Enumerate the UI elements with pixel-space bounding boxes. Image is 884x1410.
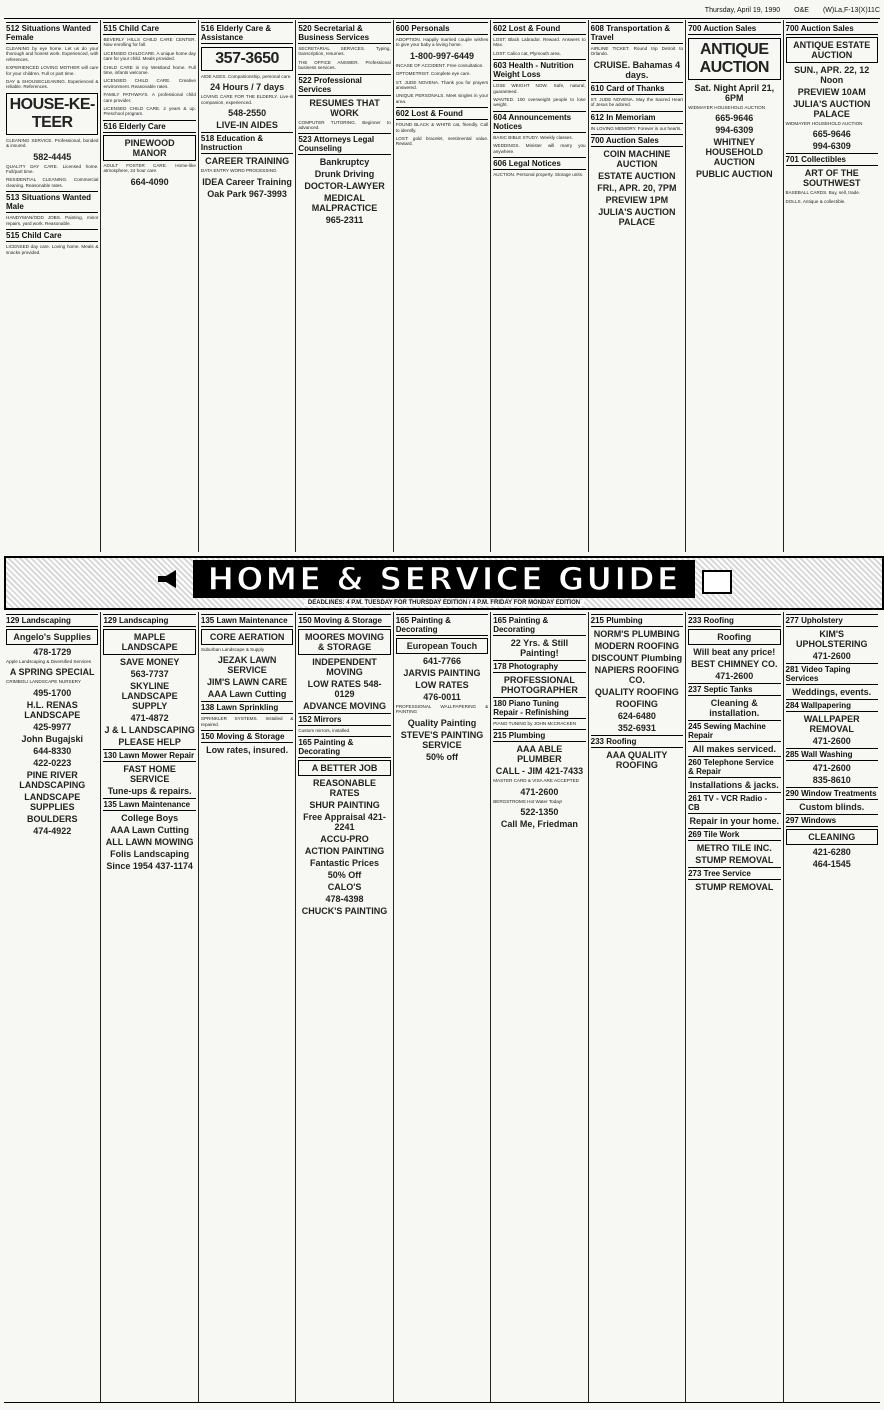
classified-ad: CHUCK'S PAINTING — [301, 906, 388, 917]
footer-rule — [4, 1402, 880, 1403]
classified-ad: UNIQUE PERSONALS. Meet singles in your area. — [395, 93, 489, 104]
display-ad-title: Roofing — [688, 629, 780, 645]
classified-ad: LOST: gold bracelet, sentimental value. Reward. — [395, 136, 489, 147]
header-code: (W)La,F-13(X)11C — [822, 6, 880, 14]
classified-ad: Custom mirrors, installed. — [298, 728, 351, 733]
section-heading: 700 Auction Sales — [786, 22, 878, 35]
section-heading: 138 Lawn Sprinkling — [201, 701, 293, 714]
classified-ad: HANDYMAN/ODD JOBS. Painting, minor repairs, yard work. Reasonable. — [6, 215, 99, 226]
classified-ad: 644-8330 — [33, 745, 72, 756]
top-column — [686, 20, 783, 552]
display-ad-headline: HOUSE-KE-TEER — [6, 93, 98, 135]
display-ad-title: MOORES MOVING & STORAGE — [298, 629, 390, 655]
section-heading: 518 Education & Instruction — [201, 132, 293, 154]
classified-ad: 641-7766 — [422, 656, 461, 666]
section-heading: 523 Attorneys Legal Counseling — [298, 133, 390, 155]
classified-ad: PROFESSIONAL WALLPAPERING & PAINTING — [395, 704, 489, 715]
classified-ad: SUN., APR. 22, 12 Noon — [794, 65, 870, 85]
header-paper: O&E — [794, 6, 809, 14]
classified-ad: 471-2600 — [812, 736, 851, 746]
classified-ad: Weddings, events. — [792, 687, 872, 697]
top-column — [784, 20, 880, 552]
classified-ad: BOULDERS — [26, 813, 78, 824]
classified-ad: CALO'S — [327, 882, 362, 893]
classified-ad: 464-1545 — [812, 859, 851, 869]
classified-ad: AAA QUALITY ROOFING — [606, 750, 668, 770]
classified-ad: Fantastic Prices — [310, 858, 380, 869]
classified-ad: METRO TILE INC. — [696, 843, 772, 853]
section-heading: 700 Auction Sales — [591, 134, 683, 147]
classified-ad: ACCU-PRO — [320, 834, 369, 845]
section-heading: 150 Moving & Storage — [298, 614, 390, 627]
classified-ad: Low rates, insured. — [206, 745, 289, 756]
classified-ad: 422-0223 — [33, 757, 72, 768]
section-heading: 245 Sewing Machine Repair — [688, 720, 780, 742]
classified-ad: 22 Yrs. & Still Painting! — [510, 638, 569, 658]
section-heading: 261 TV - VCR Radio - CB — [688, 792, 780, 814]
top-column — [296, 20, 393, 552]
classified-ad: BERGSTROMS Hot Water Today! — [493, 798, 563, 804]
classified-ad: SPRINKLER SYSTEMS. Installed & repaired. — [200, 716, 294, 727]
section-heading: 515 Child Care — [6, 229, 98, 242]
classified-ad: WHITNEY HOUSEHOLD AUCTION — [705, 137, 764, 168]
classified-ad: AAA Lawn Cutting — [110, 825, 189, 835]
bottom-column — [4, 612, 101, 1402]
header-date: Thursday, April 19, 1990 — [704, 6, 781, 14]
classified-ad: AUCTION. Personal property. Storage units. — [493, 172, 584, 178]
classified-ad: DATA ENTRY WORD PROCESSING — [200, 168, 277, 174]
page-header — [4, 2, 880, 19]
classified-ad: 474-4922 — [33, 825, 72, 836]
display-ad-title: CLEANING — [786, 829, 878, 845]
section-heading: 600 Personals — [396, 22, 488, 35]
classified-ad: LOW RATES — [415, 680, 469, 690]
classified-ad: Tune-ups & repairs. — [107, 786, 192, 796]
classified-ad: STEVE'S PAINTING SERVICE — [400, 729, 484, 750]
classified-ad: 425-9977 — [33, 721, 72, 732]
section-heading: 608 Transportation & Travel — [591, 22, 683, 44]
classified-ad: 624-6480 — [617, 711, 656, 721]
top-column — [101, 20, 198, 552]
classified-ad: Suburban Landscape & Supply — [200, 647, 265, 652]
display-ad-title: Angelo's Supplies — [6, 629, 98, 645]
classified-ad: A SPRING SPECIAL — [9, 667, 95, 678]
section-heading: 512 Situations Wanted Female — [6, 22, 98, 44]
bottom-column — [101, 612, 198, 1402]
section-heading: 215 Plumbing — [493, 729, 585, 742]
section-heading: 150 Moving & Storage — [201, 730, 293, 743]
classified-ad: PLEASE HELP — [118, 737, 181, 747]
classified-ad: 471-2600 — [715, 671, 754, 681]
home-service-guide-banner — [4, 556, 884, 610]
classified-ad: Repair in your home. — [689, 816, 780, 826]
classified-ad: INCASE OF ACCIDENT. Free consultation. — [395, 62, 484, 68]
section-heading: 516 Elderly Care — [103, 120, 195, 133]
section-heading: 602 Lost & Found — [493, 22, 585, 35]
classified-ad: EXPERIENCED LOVING MOTHER will care for your children. Full or part time. — [6, 65, 99, 76]
section-heading: 178 Photography — [493, 660, 585, 673]
classified-ad: 582-4445 — [33, 151, 72, 162]
classified-ad: 522-1350 — [520, 807, 559, 818]
classified-ad: H.L. RENAS LANDSCAPE — [24, 699, 81, 720]
classified-ad: BASEBALL CARDS. Buy, sell, trade. — [785, 190, 861, 196]
section-heading: 135 Lawn Maintenance — [201, 614, 293, 627]
section-heading: 700 Auction Sales — [688, 22, 780, 35]
classified-ad: IN LOVING MEMORY. Forever in our hearts. — [590, 125, 682, 131]
classified-ad: CRUISE. Bahamas 4 days. — [593, 59, 681, 80]
classified-ad: MODERN ROOFING — [594, 641, 680, 651]
classified-ad: LANDSCAPE SUPPLIES — [24, 791, 81, 812]
section-heading: 516 Elderly Care & Assistance — [201, 22, 293, 44]
classified-ad: BEVERLY HILLS CHILD CARE CENTER. Now enrolling for fall. — [103, 37, 196, 48]
section-heading: 277 Upholstery — [786, 614, 878, 627]
section-heading: 522 Professional Services — [298, 74, 390, 96]
section-heading: 165 Painting & Decorating — [298, 736, 390, 758]
classified-ad: JULIA'S AUCTION PALACE — [598, 207, 676, 228]
classified-ad: Custom blinds. — [799, 802, 865, 812]
display-ad-headline: 357-3650 — [201, 47, 293, 71]
section-heading: 612 In Memoriam — [591, 111, 683, 124]
classified-ad: 478-4398 — [325, 894, 364, 905]
classified-ad: ROOFING — [615, 699, 658, 709]
classified-ad: Bankruptcy — [319, 157, 370, 168]
classified-ad: SHUR PAINTING — [309, 800, 380, 811]
classified-ad: 1-800-997-6449 — [409, 50, 474, 61]
classified-ad: JULIA'S AUCTION PALACE — [793, 99, 871, 119]
section-heading: 237 Septic Tanks — [688, 683, 780, 696]
classified-ad: OPTOMETRIST. Complete eye care. — [395, 71, 471, 77]
classified-ad: ALL LAWN MOWING — [105, 837, 194, 847]
section-heading: 701 Collectibles — [786, 153, 878, 166]
classified-ad: ACTION PAINTING — [304, 846, 385, 857]
classified-ad: PIANO TUNING by JOHN McCRACKEN — [493, 721, 577, 726]
top-column — [394, 20, 491, 552]
classified-ad: SAVE MONEY — [119, 657, 180, 667]
classified-ad: CLEANING by eye home. Let us do your thorough and honest work. Experienced, with references. — [6, 46, 99, 62]
bottom-column — [296, 612, 393, 1402]
classified-ad: 352-6931 — [617, 723, 656, 733]
section-heading: 610 Card of Thanks — [591, 82, 683, 95]
classified-ad: WALLPAPER REMOVAL — [803, 714, 860, 734]
classified-ad: ST. JUDE NOVENA. Thank you for prayers answered. — [395, 79, 489, 91]
section-heading: 269 Tile Work — [688, 828, 780, 841]
classified-ad: FAST HOME SERVICE — [123, 764, 176, 784]
section-heading: 513 Situations Wanted Male — [6, 191, 98, 213]
display-ad-title: MAPLE LANDSCAPE — [103, 629, 195, 655]
classified-ad: 548-2550 — [228, 108, 267, 119]
classified-ad: MEDICAL MALPRACTICE — [311, 193, 378, 214]
classified-ad: NORM'S PLUMBING — [593, 629, 680, 639]
classified-ad: COIN MACHINE AUCTION — [603, 149, 671, 170]
section-heading: 297 Windows — [786, 814, 878, 827]
classified-ad: JARVIS PAINTING — [403, 668, 481, 678]
classified-ad: Quality Painting — [407, 717, 477, 728]
classified-ad: LIVE-IN AIDES — [216, 120, 278, 131]
classified-ad: PREVIEW 10AM — [797, 87, 866, 97]
classified-ad: QUALITY DAY CARE. Licensed home. Full/part time. — [6, 163, 99, 175]
classified-ad: WIDMAYER HOUSEHOLD AUCTION — [688, 105, 766, 110]
classified-ad: WIDMAYER HOUSEHOLD AUCTION — [785, 121, 863, 126]
classified-ad: Cleaning & installation. — [709, 698, 760, 718]
classified-ad: DAY & SHOUSECLEANING. Experienced & reliable. References. — [6, 79, 99, 90]
section-heading: 260 Telephone Service & Repair — [688, 756, 780, 778]
banner-title: HOME & SERVICE GUIDE — [193, 560, 694, 598]
classified-ad: FRI., APR. 20, 7PM — [597, 183, 677, 194]
top-classified-columns — [4, 20, 880, 552]
section-heading: 215 Plumbing — [591, 614, 683, 627]
classified-ad: WEDDINGS. Minister will marry you anywhere. — [493, 143, 586, 154]
classified-ad: SECRETARIAL SERVICES. Typing, transcription, resumes. — [298, 46, 391, 57]
classified-ad: BASIC BIBLE STUDY. Weekly classes. — [493, 134, 573, 140]
section-heading: 281 Video Taping Services — [786, 663, 878, 685]
section-heading: 233 Roofing — [591, 735, 683, 748]
classified-ad: PROFESSIONAL PHOTOGRAPHER — [500, 675, 578, 695]
tv-icon — [702, 570, 732, 594]
classified-ad: KIM'S UPHOLSTERING — [795, 629, 868, 649]
banner-subtitle: DEADLINES: 4 P.M. TUESDAY FOR THURSDAY EDITION / 4 P.M. FRIDAY FOR MONDAY EDITION — [304, 600, 584, 606]
section-heading: 273 Tree Service — [688, 867, 780, 880]
classified-ad: 421-6280 — [812, 847, 851, 857]
top-column — [4, 20, 101, 552]
classified-ad: LOST: Black Labrador. Reward. Answers to Max. — [493, 37, 586, 48]
bottom-column — [784, 612, 880, 1402]
classified-ad: LOW RATES 548-0129 — [307, 679, 382, 699]
classified-ad: Installations & jacks. — [689, 780, 779, 790]
section-heading: 604 Announcements Notices — [493, 111, 585, 133]
classified-ad: 471-4872 — [130, 713, 169, 723]
classified-ad: STUMP REMOVAL — [695, 855, 774, 865]
classified-ad: Oak Park 967-3993 — [207, 188, 287, 199]
classified-ad: All makes serviced. — [692, 744, 777, 754]
bottom-column — [199, 612, 296, 1402]
classified-ad: 471-2600 — [812, 651, 851, 661]
section-heading: 135 Lawn Maintenance — [103, 798, 195, 811]
section-heading: 233 Roofing — [688, 614, 780, 627]
classified-ad: 835-8610 — [812, 775, 851, 785]
classified-ad: LOVING CARE FOR THE ELDERLY. Live-in companion, experienced. — [200, 94, 294, 105]
display-ad-title: A BETTER JOB — [298, 760, 390, 776]
classified-ad: SKYLINE LANDSCAPE SUPPLY — [121, 681, 178, 711]
section-heading: 129 Landscaping — [6, 614, 98, 627]
classified-ad: AIRLINE TICKET. Round trip Detroit to Orlando. — [590, 46, 684, 57]
classified-ad: ESTATE AUCTION — [598, 171, 676, 182]
classified-ad: COMPUTER TUTORING. Beginner to advanced. — [298, 119, 391, 131]
classified-ad: 994-6309 — [812, 141, 851, 152]
display-ad-title: European Touch — [396, 638, 488, 654]
classified-ad: 965-2311 — [325, 215, 364, 226]
classified-ad: INDEPENDENT MOVING — [312, 657, 377, 677]
classified-ad: DOCTOR-LAWYER — [304, 181, 385, 192]
bottom-service-columns — [4, 612, 880, 1402]
classified-ad: 50% Off — [327, 870, 362, 881]
classified-ad: 665-9646 — [715, 113, 754, 124]
classified-ad: Will beat any price! — [693, 647, 776, 657]
classified-ad: 563-7737 — [130, 669, 169, 679]
classified-ad: ST. JUDE NOVENA. May the Sacred Heart of Jesus be adored. — [590, 96, 684, 108]
bottom-column — [589, 612, 686, 1402]
classified-ad: PUBLIC AUCTION — [695, 169, 773, 180]
classified-ad: 476-0011 — [423, 692, 461, 702]
section-heading: 129 Landscaping — [103, 614, 195, 627]
classified-ad: CAREER TRAINING — [205, 156, 290, 167]
classified-ad: AAA Lawn Cutting — [207, 689, 287, 700]
classified-ad: AAA ABLE PLUMBER — [516, 744, 563, 765]
classified-ad: CALL - JIM 421-7433 — [495, 766, 584, 777]
display-ad-headline: ANTIQUE AUCTION — [688, 38, 780, 80]
classified-ad: BEST CHIMNEY CO. — [691, 659, 778, 669]
section-heading: 515 Child Care — [103, 22, 195, 35]
classified-ad: ADULT FOSTER CARE. Home-like atmosphere, 24 hour care. — [103, 162, 196, 174]
section-heading: 180 Piano Tuning Repair - Refinishing — [493, 697, 585, 719]
classified-ad: Apple Landscaping & Diversified Services — [6, 659, 92, 664]
classified-ad: LOSE WEIGHT NOW. Safe, natural, guaranteed. — [493, 83, 586, 94]
classified-ad: College Boys — [121, 813, 179, 823]
section-heading: 290 Window Treatments — [785, 789, 877, 798]
classified-ad: 50% off — [425, 751, 458, 762]
classified-ad: LOST: Calico cat, Plymouth area. — [493, 50, 561, 56]
classified-ad: ADVANCE MOVING — [303, 701, 386, 711]
classified-ad: RESUMES THAT WORK — [309, 97, 380, 118]
classified-ad: 994-6309 — [715, 125, 754, 136]
section-heading: 152 Mirrors — [298, 713, 390, 726]
classified-ad: 24 Hours / 7 days — [210, 82, 285, 93]
classified-ad: WANTED. 100 overweight people to lose weight. — [493, 97, 586, 108]
bottom-column — [491, 612, 588, 1402]
classified-ad: John Bugajski — [21, 733, 83, 744]
classified-ad: 471-2600 — [520, 786, 559, 797]
classified-ad: RESIDENTIAL CLEANING. Commercial cleaning. Reasonable rates. — [6, 177, 99, 188]
classified-ad: LICENSED CHILD CARE. 2 years & up. Preschool program. — [103, 106, 196, 117]
bottom-column — [686, 612, 783, 1402]
classified-ad: QUALITY ROOFING — [594, 687, 679, 697]
section-heading: 520 Secretarial & Business Services — [298, 22, 390, 44]
classified-ad: ADOPTION. Happily married couple wishes to give your baby a loving home. — [395, 37, 489, 48]
classified-ad: CHILD CARE in my Westland home. Full time, infants welcome. — [103, 64, 196, 76]
classified-ad: JIM'S LAWN CARE — [207, 677, 288, 688]
classified-ad: FAMILY PATHWAYS. A professional child care provider. — [103, 92, 196, 103]
section-heading: 285 Wall Washing — [786, 748, 878, 761]
classified-ad: JEZAK LAWN SERVICE — [217, 655, 277, 676]
section-heading: 284 Wallpapering — [786, 699, 878, 712]
classified-ad: FOUND BLACK & WHITE cat, friendly. Call to identify. — [395, 122, 489, 133]
classified-ad: DISCOUNT Plumbing — [591, 653, 683, 663]
classified-ad: J & L LANDSCAPING — [104, 725, 195, 735]
display-ad-title: ANTIQUE ESTATE AUCTION — [786, 37, 878, 63]
section-heading: 165 Painting & Decorating — [493, 614, 585, 636]
classified-ad: Call Me, Friedman — [500, 819, 578, 830]
top-column — [491, 20, 588, 552]
classified-ad: ART OF THE SOUTHWEST — [802, 168, 861, 189]
classified-ad: 471-2600 — [812, 763, 851, 773]
display-ad-title: CORE AERATION — [201, 629, 293, 645]
section-heading: 165 Painting & Decorating — [396, 614, 488, 636]
top-column — [199, 20, 296, 552]
classified-ad: Since 1954 437-1174 — [106, 861, 193, 871]
classified-ad: AIDE AGES. Companionship, personal care. — [200, 74, 292, 79]
classified-ad: PREVIEW 1PM — [605, 195, 669, 206]
classified-ad: LICENSED day care. Loving home. Meals & snacks provided. — [6, 244, 99, 255]
classified-ad: 664-4090 — [130, 176, 169, 187]
classified-ad: DOLLS. Antique & collectible. — [785, 198, 846, 204]
classified-ad: PINE RIVER LANDSCAPING — [19, 769, 86, 790]
display-ad-title: PINEWOOD MANOR — [103, 135, 195, 161]
classified-ad: LICENSED CHILDCARE. A unique home day care for your child. Meals provided. — [103, 50, 196, 62]
classified-ad: CRIMBOLI LANDSCAPE NURSERY — [6, 679, 81, 685]
top-column — [589, 20, 686, 552]
section-heading: 606 Legal Notices — [493, 157, 585, 170]
classified-ad: IDEA Career Training — [202, 176, 292, 187]
classified-ad: REASONABLE RATES — [313, 778, 377, 799]
classified-ad: Folis Landscaping — [110, 849, 190, 859]
classified-ad: 495-1700 — [33, 687, 72, 698]
classified-ad: Free Appraisal 421-2241 — [303, 812, 386, 833]
classified-ad: NAPIERS ROOFING CO. — [594, 665, 680, 685]
classified-ad: THE OFFICE ANSWER. Professional business services. — [298, 59, 391, 71]
section-heading: 602 Lost & Found — [396, 107, 488, 120]
classified-ad: CLEANING SERVICE. Professional, bonded & insured. — [6, 137, 99, 149]
section-heading: 130 Lawn Mower Repair — [103, 751, 195, 760]
section-heading: 603 Health - Nutrition Weight Loss — [493, 59, 585, 81]
classified-ad: Drunk Driving — [314, 169, 375, 180]
classified-ad: 665-9646 — [812, 129, 851, 140]
bottom-column — [394, 612, 491, 1402]
classified-ad: STUMP REMOVAL — [695, 882, 774, 892]
classified-ad: Sat. Night April 21, 6PM — [694, 83, 775, 103]
megaphone-icon — [156, 568, 178, 590]
classified-ad: 478-1729 — [33, 647, 72, 657]
classified-ad: MASTER CARD & VISA ARE ACCEPTED — [493, 778, 579, 784]
classified-ad: LICENSED CHILD CARE. Creative environment. Reasonable rates. — [103, 78, 196, 89]
